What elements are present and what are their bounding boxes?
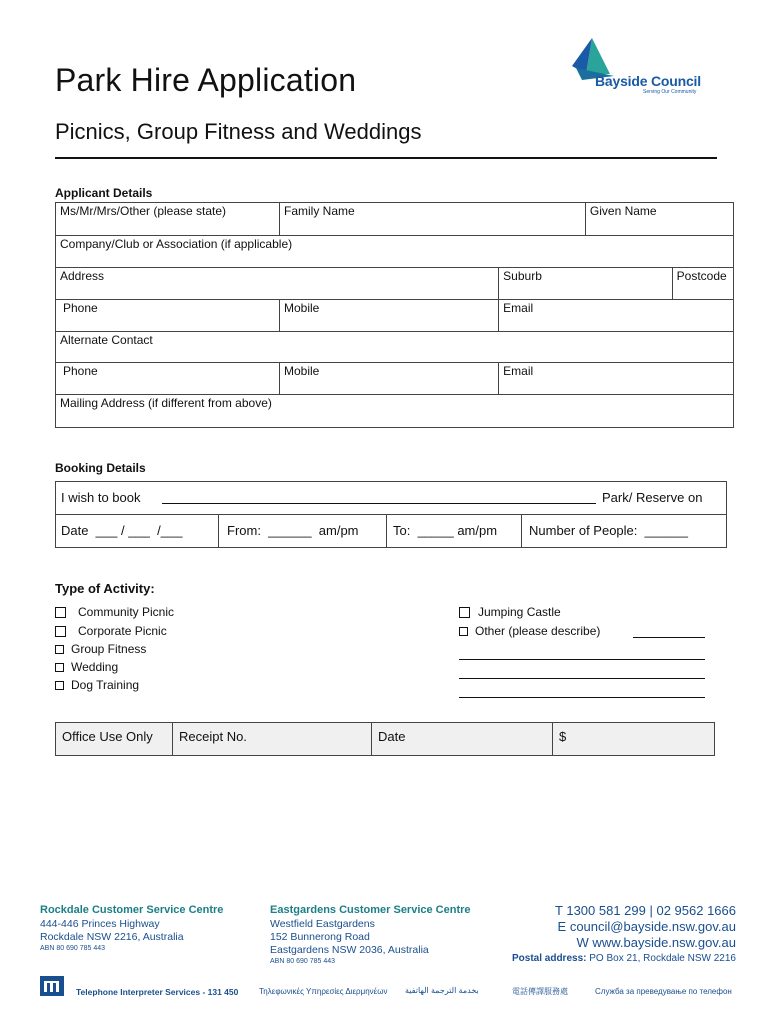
activity-option-corporate-picnic[interactable]: Corporate Picnic	[55, 624, 167, 638]
office-use-label: Office Use Only	[56, 723, 173, 756]
title-divider	[55, 157, 717, 159]
eastgardens-address-line3: Eastgardens NSW 2036, Australia	[270, 944, 429, 956]
other-describe-input[interactable]	[633, 637, 705, 638]
checkbox-icon[interactable]	[55, 681, 64, 690]
other-describe-line[interactable]	[459, 659, 705, 660]
eastgardens-address-line2: 152 Bunnerong Road	[270, 931, 370, 943]
eastgardens-address-line1: Westfield Eastgardens	[270, 918, 375, 930]
office-date-field[interactable]: Date	[372, 723, 553, 756]
from-time-field[interactable]: From: ______ am/pm	[227, 523, 359, 538]
other-describe-line[interactable]	[459, 697, 705, 698]
applicant-section-label: Applicant Details	[55, 186, 153, 200]
contact-phone: T 1300 581 299 | 02 9562 1666	[555, 903, 736, 918]
checkbox-icon[interactable]	[459, 627, 468, 636]
logo-name: Bayside Council	[595, 73, 701, 89]
receipt-no-field[interactable]: Receipt No.	[173, 723, 372, 756]
activity-option-jumping-castle[interactable]: Jumping Castle	[459, 605, 561, 619]
date-field[interactable]: Date ___ / ___ /___	[61, 523, 183, 538]
title-field[interactable]: Ms/Mr/Mrs/Other (please state)	[56, 203, 280, 236]
alt-phone-field[interactable]: Phone	[56, 363, 280, 395]
booking-col-divider	[386, 515, 387, 548]
booking-row-divider	[56, 514, 726, 515]
rockdale-address-line2: Rockdale NSW 2216, Australia	[40, 931, 184, 943]
mobile-field[interactable]: Mobile	[280, 300, 499, 332]
page-subtitle: Picnics, Group Fitness and Weddings	[55, 119, 422, 144]
interpreter-greek: Τηλεφωνικές Υπηρεσίες Διερμηνέων	[259, 987, 388, 996]
page-title: Park Hire Application	[55, 62, 357, 98]
rockdale-address-line1: 444-446 Princes Highway	[40, 918, 160, 930]
booking-box	[55, 481, 727, 548]
activity-option-other[interactable]: Other (please describe)	[459, 624, 600, 638]
checkbox-icon[interactable]	[55, 607, 66, 618]
mailing-address-field[interactable]: Mailing Address (if different from above)	[56, 395, 734, 428]
interpreter-services: Telephone Interpreter Services - 131 450	[76, 987, 239, 997]
checkbox-icon[interactable]	[55, 645, 64, 654]
number-of-people-field[interactable]: Number of People: ______	[529, 523, 688, 538]
amount-field[interactable]: $	[553, 723, 715, 756]
family-name-field[interactable]: Family Name	[280, 203, 586, 236]
contact-email-link[interactable]: E council@bayside.nsw.gov.au	[557, 919, 736, 934]
rockdale-abn: ABN 80 690 785 443	[40, 945, 105, 952]
alt-mobile-field[interactable]: Mobile	[280, 363, 499, 395]
applicant-table	[55, 202, 734, 428]
checkbox-icon[interactable]	[459, 607, 470, 618]
activity-option-wedding[interactable]: Wedding	[55, 660, 118, 674]
checkbox-icon[interactable]	[55, 663, 64, 672]
suburb-field[interactable]: Suburb	[499, 268, 672, 300]
logo-tagline: Serving Our Community	[643, 89, 697, 95]
interpreter-arabic: بخدمة الترجمة الهاتفية	[405, 986, 479, 995]
activity-option-dog-training[interactable]: Dog Training	[55, 678, 139, 692]
postcode-field[interactable]: Postcode	[672, 268, 733, 300]
office-use-table	[55, 722, 715, 756]
park-name-input[interactable]	[162, 503, 596, 504]
booking-col-divider	[521, 515, 522, 548]
phone-field[interactable]: Phone	[56, 300, 280, 332]
alternate-contact-field[interactable]: Alternate Contact	[56, 332, 734, 363]
company-field[interactable]: Company/Club or Association (if applicable)	[56, 236, 734, 268]
given-name-field[interactable]: Given Name	[585, 203, 733, 236]
interpreter-chinese: 電話傳譯服務處	[512, 987, 568, 996]
other-describe-line[interactable]	[459, 678, 705, 679]
activity-section-label: Type of Activity:	[55, 581, 155, 596]
alt-email-field[interactable]: Email	[499, 363, 734, 395]
interpreter-logo-icon	[40, 976, 64, 996]
wish-to-book-label: I wish to book	[61, 490, 141, 505]
interpreter-macedonian: Служба за преведување по телефон	[595, 987, 732, 996]
postal-address: Postal address: PO Box 21, Rockdale NSW 2216	[511, 953, 736, 964]
contact-web-link[interactable]: W www.bayside.nsw.gov.au	[576, 935, 736, 950]
booking-col-divider	[218, 515, 219, 548]
to-time-field[interactable]: To: _____ am/pm	[393, 523, 498, 538]
address-field[interactable]: Address	[56, 268, 499, 300]
eastgardens-abn: ABN 80 690 785 443	[270, 958, 335, 965]
activity-option-group-fitness[interactable]: Group Fitness	[55, 642, 146, 656]
eastgardens-centre-heading: Eastgardens Customer Service Centre	[270, 904, 471, 916]
activity-option-community-picnic[interactable]: Community Picnic	[55, 605, 174, 619]
checkbox-icon[interactable]	[55, 626, 66, 637]
park-reserve-label: Park/ Reserve on	[602, 490, 703, 505]
booking-section-label: Booking Details	[55, 461, 146, 475]
email-field[interactable]: Email	[499, 300, 734, 332]
rockdale-centre-heading: Rockdale Customer Service Centre	[40, 904, 224, 916]
bayside-logo	[568, 36, 718, 98]
